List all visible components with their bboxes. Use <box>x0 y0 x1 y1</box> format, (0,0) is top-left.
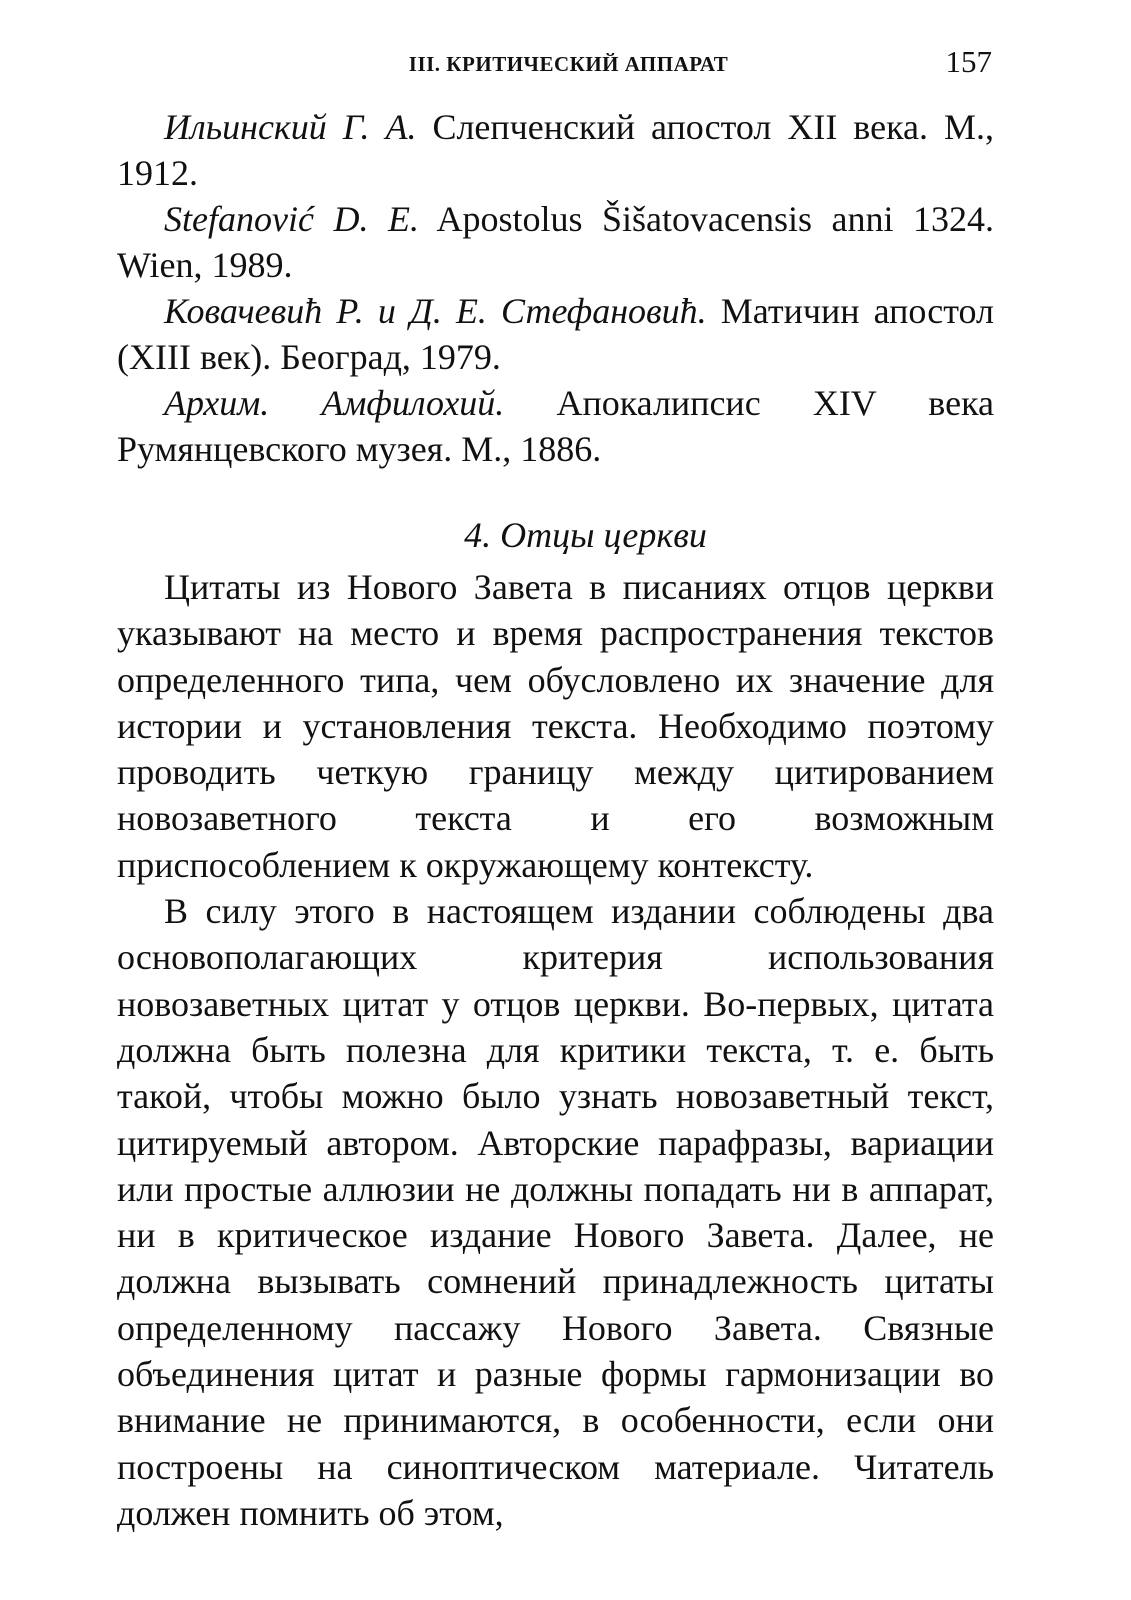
book-page <box>117 44 994 1536</box>
page-number: 157 <box>945 44 992 79</box>
running-head <box>117 44 994 90</box>
bibliography-list <box>117 104 994 472</box>
bibliography-entry <box>117 288 994 380</box>
section-heading: 4. Отцы церкви <box>464 515 707 555</box>
body-paragraph: Цитаты из Нового Завета в писаниях отцов церкви указывают на место и время распространения текстов определенного типа, чем обусловлено их значение для истории и установления текста. Необходимо поэтому проводить четкую границу между цитированием новозаветного текста и его возможным приспособлением к окружающему контексту. <box>117 567 994 885</box>
bibliography-entry <box>117 196 994 288</box>
bibliography-author: Ковачевић Р. и Д. Е. Стефановић. <box>164 291 707 331</box>
body-paragraph: В силу этого в настоящем издании соблюдены два основополагающих критерия использования новозаветных цитат у отцов церкви. Во-первых, цитата должна быть полезна для критики текста, т. е. быть такой, чтобы можно было узнать новозаветный текст, цитируемый автором. Авторские парафразы, вариации или простые аллюзии не должны попадать ни в аппарат, ни в критическое издание Нового Завета. Далее, не должна вызывать сомнений принадлежность цитаты определенному пассажу Нового Завета. Связные объединения цитат и разные формы гармонизации во внимание не принимаются, в особенности, если они построены на синоптическом материале. Читатель должен помнить об этом, <box>117 891 994 1533</box>
bibliography-author: Архим. Амфилохий. <box>164 383 505 423</box>
bibliography-entry <box>117 380 994 472</box>
bibliography-entry <box>117 104 994 196</box>
bibliography-text: Apostolus Šišatovacensis anni 1324. Wien, 1989. <box>117 199 994 285</box>
bibliography-text: Слепченский апостол XII века. М., 1912. <box>117 107 994 193</box>
bibliography-author: Stefanović D. E. <box>164 199 419 239</box>
bibliography-text: Апокалипсис XIV века Румянцевского музея. М., 1886. <box>117 383 994 469</box>
running-title: III. КРИТИЧЕСКИЙ АППАРАТ <box>408 52 729 76</box>
bibliography-text: Матичин апостол (XIII век). Београд, 1979. <box>117 291 994 377</box>
bibliography-author: Ильинский Г. А. <box>164 107 417 147</box>
